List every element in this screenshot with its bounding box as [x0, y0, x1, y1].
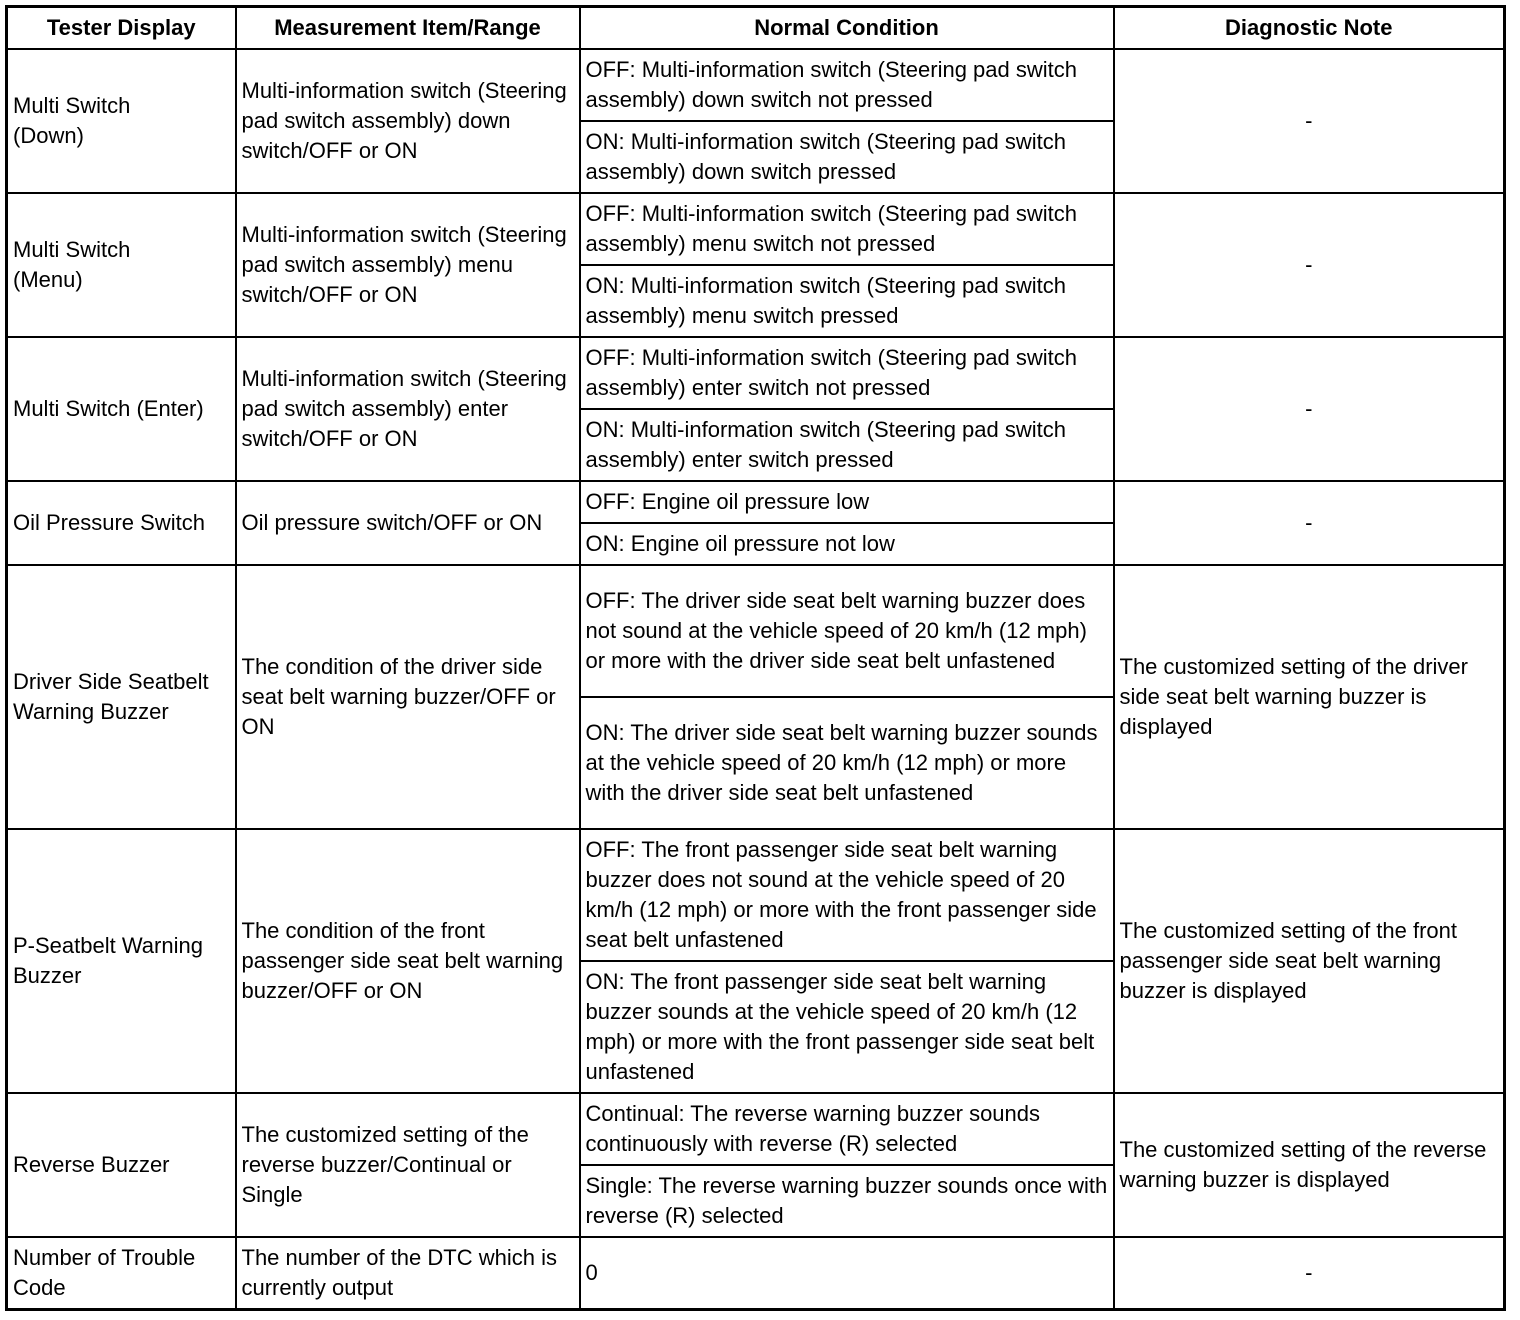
normal-condition-cell: Single: The reverse warning buzzer sounds once with reverse (R) selected [580, 1165, 1114, 1237]
normal-condition-cell: OFF: Engine oil pressure low [580, 481, 1114, 523]
tester-display-cell: Reverse Buzzer [7, 1093, 236, 1237]
tester-display-cell: Number of Trouble Code [7, 1237, 236, 1309]
header-diagnostic-note: Diagnostic Note [1114, 7, 1505, 50]
measurement-item-cell: The customized setting of the reverse buzzer/Continual or Single [236, 1093, 580, 1237]
tester-display-cell: Multi Switch (Menu) [7, 193, 236, 337]
measurement-item-cell: Multi-information switch (Steering pad switch assembly) down switch/OFF or ON [236, 49, 580, 193]
diagnostic-data-table [5, 5, 1506, 1311]
diagnostic-note-cell: The customized setting of the reverse warning buzzer is displayed [1114, 1093, 1505, 1237]
normal-condition-cell: ON: Multi-information switch (Steering pad switch assembly) enter switch pressed [580, 409, 1114, 481]
table-row [7, 49, 1505, 121]
normal-condition-cell: OFF: Multi-information switch (Steering pad switch assembly) down switch not pressed [580, 49, 1114, 121]
normal-condition-cell: 0 [580, 1237, 1114, 1309]
diagnostic-note-cell: - [1114, 193, 1505, 337]
diagnostic-note-cell: The customized setting of the driver side seat belt warning buzzer is displayed [1114, 565, 1505, 829]
diagnostic-note-cell: The customized setting of the front passenger side seat belt warning buzzer is displayed [1114, 829, 1505, 1093]
measurement-item-cell: Oil pressure switch/OFF or ON [236, 481, 580, 565]
normal-condition-cell: OFF: The front passenger side seat belt warning buzzer does not sound at the vehicle speed of 20 km/h (12 mph) or more with the front passenger side seat belt unfastened [580, 829, 1114, 961]
normal-condition-cell: OFF: Multi-information switch (Steering pad switch assembly) enter switch not pressed [580, 337, 1114, 409]
table-row [7, 337, 1505, 409]
normal-condition-cell: ON: Engine oil pressure not low [580, 523, 1114, 565]
tester-display-cell: Multi Switch (Down) [7, 49, 236, 193]
header-normal-condition: Normal Condition [580, 7, 1114, 50]
measurement-item-cell: Multi-information switch (Steering pad switch assembly) enter switch/OFF or ON [236, 337, 580, 481]
normal-condition-cell: Continual: The reverse warning buzzer sounds continuously with reverse (R) selected [580, 1093, 1114, 1165]
normal-condition-cell: ON: Multi-information switch (Steering pad switch assembly) down switch pressed [580, 121, 1114, 193]
normal-condition-cell: OFF: Multi-information switch (Steering pad switch assembly) menu switch not pressed [580, 193, 1114, 265]
table-row [7, 829, 1505, 961]
tester-display-cell: Driver Side Seatbelt Warning Buzzer [7, 565, 236, 829]
normal-condition-cell: ON: The front passenger side seat belt warning buzzer sounds at the vehicle speed of 20 km/h (12 mph) or more with the front passenger side seat belt unfastened [580, 961, 1114, 1093]
normal-condition-cell: ON: Multi-information switch (Steering pad switch assembly) menu switch pressed [580, 265, 1114, 337]
table-row [7, 193, 1505, 265]
measurement-item-cell: The condition of the front passenger side seat belt warning buzzer/OFF or ON [236, 829, 580, 1093]
table-row [7, 1093, 1505, 1165]
measurement-item-cell: Multi-information switch (Steering pad switch assembly) menu switch/OFF or ON [236, 193, 580, 337]
table-row [7, 1237, 1505, 1309]
diagnostic-note-cell: - [1114, 1237, 1505, 1309]
header-tester-display: Tester Display [7, 7, 236, 50]
table-body [7, 49, 1505, 1309]
table-header-row [7, 7, 1505, 50]
diagnostic-note-cell: - [1114, 481, 1505, 565]
normal-condition-cell: ON: The driver side seat belt warning buzzer sounds at the vehicle speed of 20 km/h (12 mph) or more with the driver side seat belt unfastened [580, 697, 1114, 829]
tester-display-cell: Multi Switch (Enter) [7, 337, 236, 481]
measurement-item-cell: The number of the DTC which is currently output [236, 1237, 580, 1309]
tester-display-cell: P-Seatbelt Warning Buzzer [7, 829, 236, 1093]
diagnostic-note-cell: - [1114, 337, 1505, 481]
table-row [7, 481, 1505, 523]
diagnostic-note-cell: - [1114, 49, 1505, 193]
measurement-item-cell: The condition of the driver side seat belt warning buzzer/OFF or ON [236, 565, 580, 829]
header-measurement-item: Measurement Item/Range [236, 7, 580, 50]
tester-display-cell: Oil Pressure Switch [7, 481, 236, 565]
normal-condition-cell: OFF: The driver side seat belt warning buzzer does not sound at the vehicle speed of 20 km/h (12 mph) or more with the driver side seat belt unfastened [580, 565, 1114, 697]
table-row [7, 565, 1505, 697]
